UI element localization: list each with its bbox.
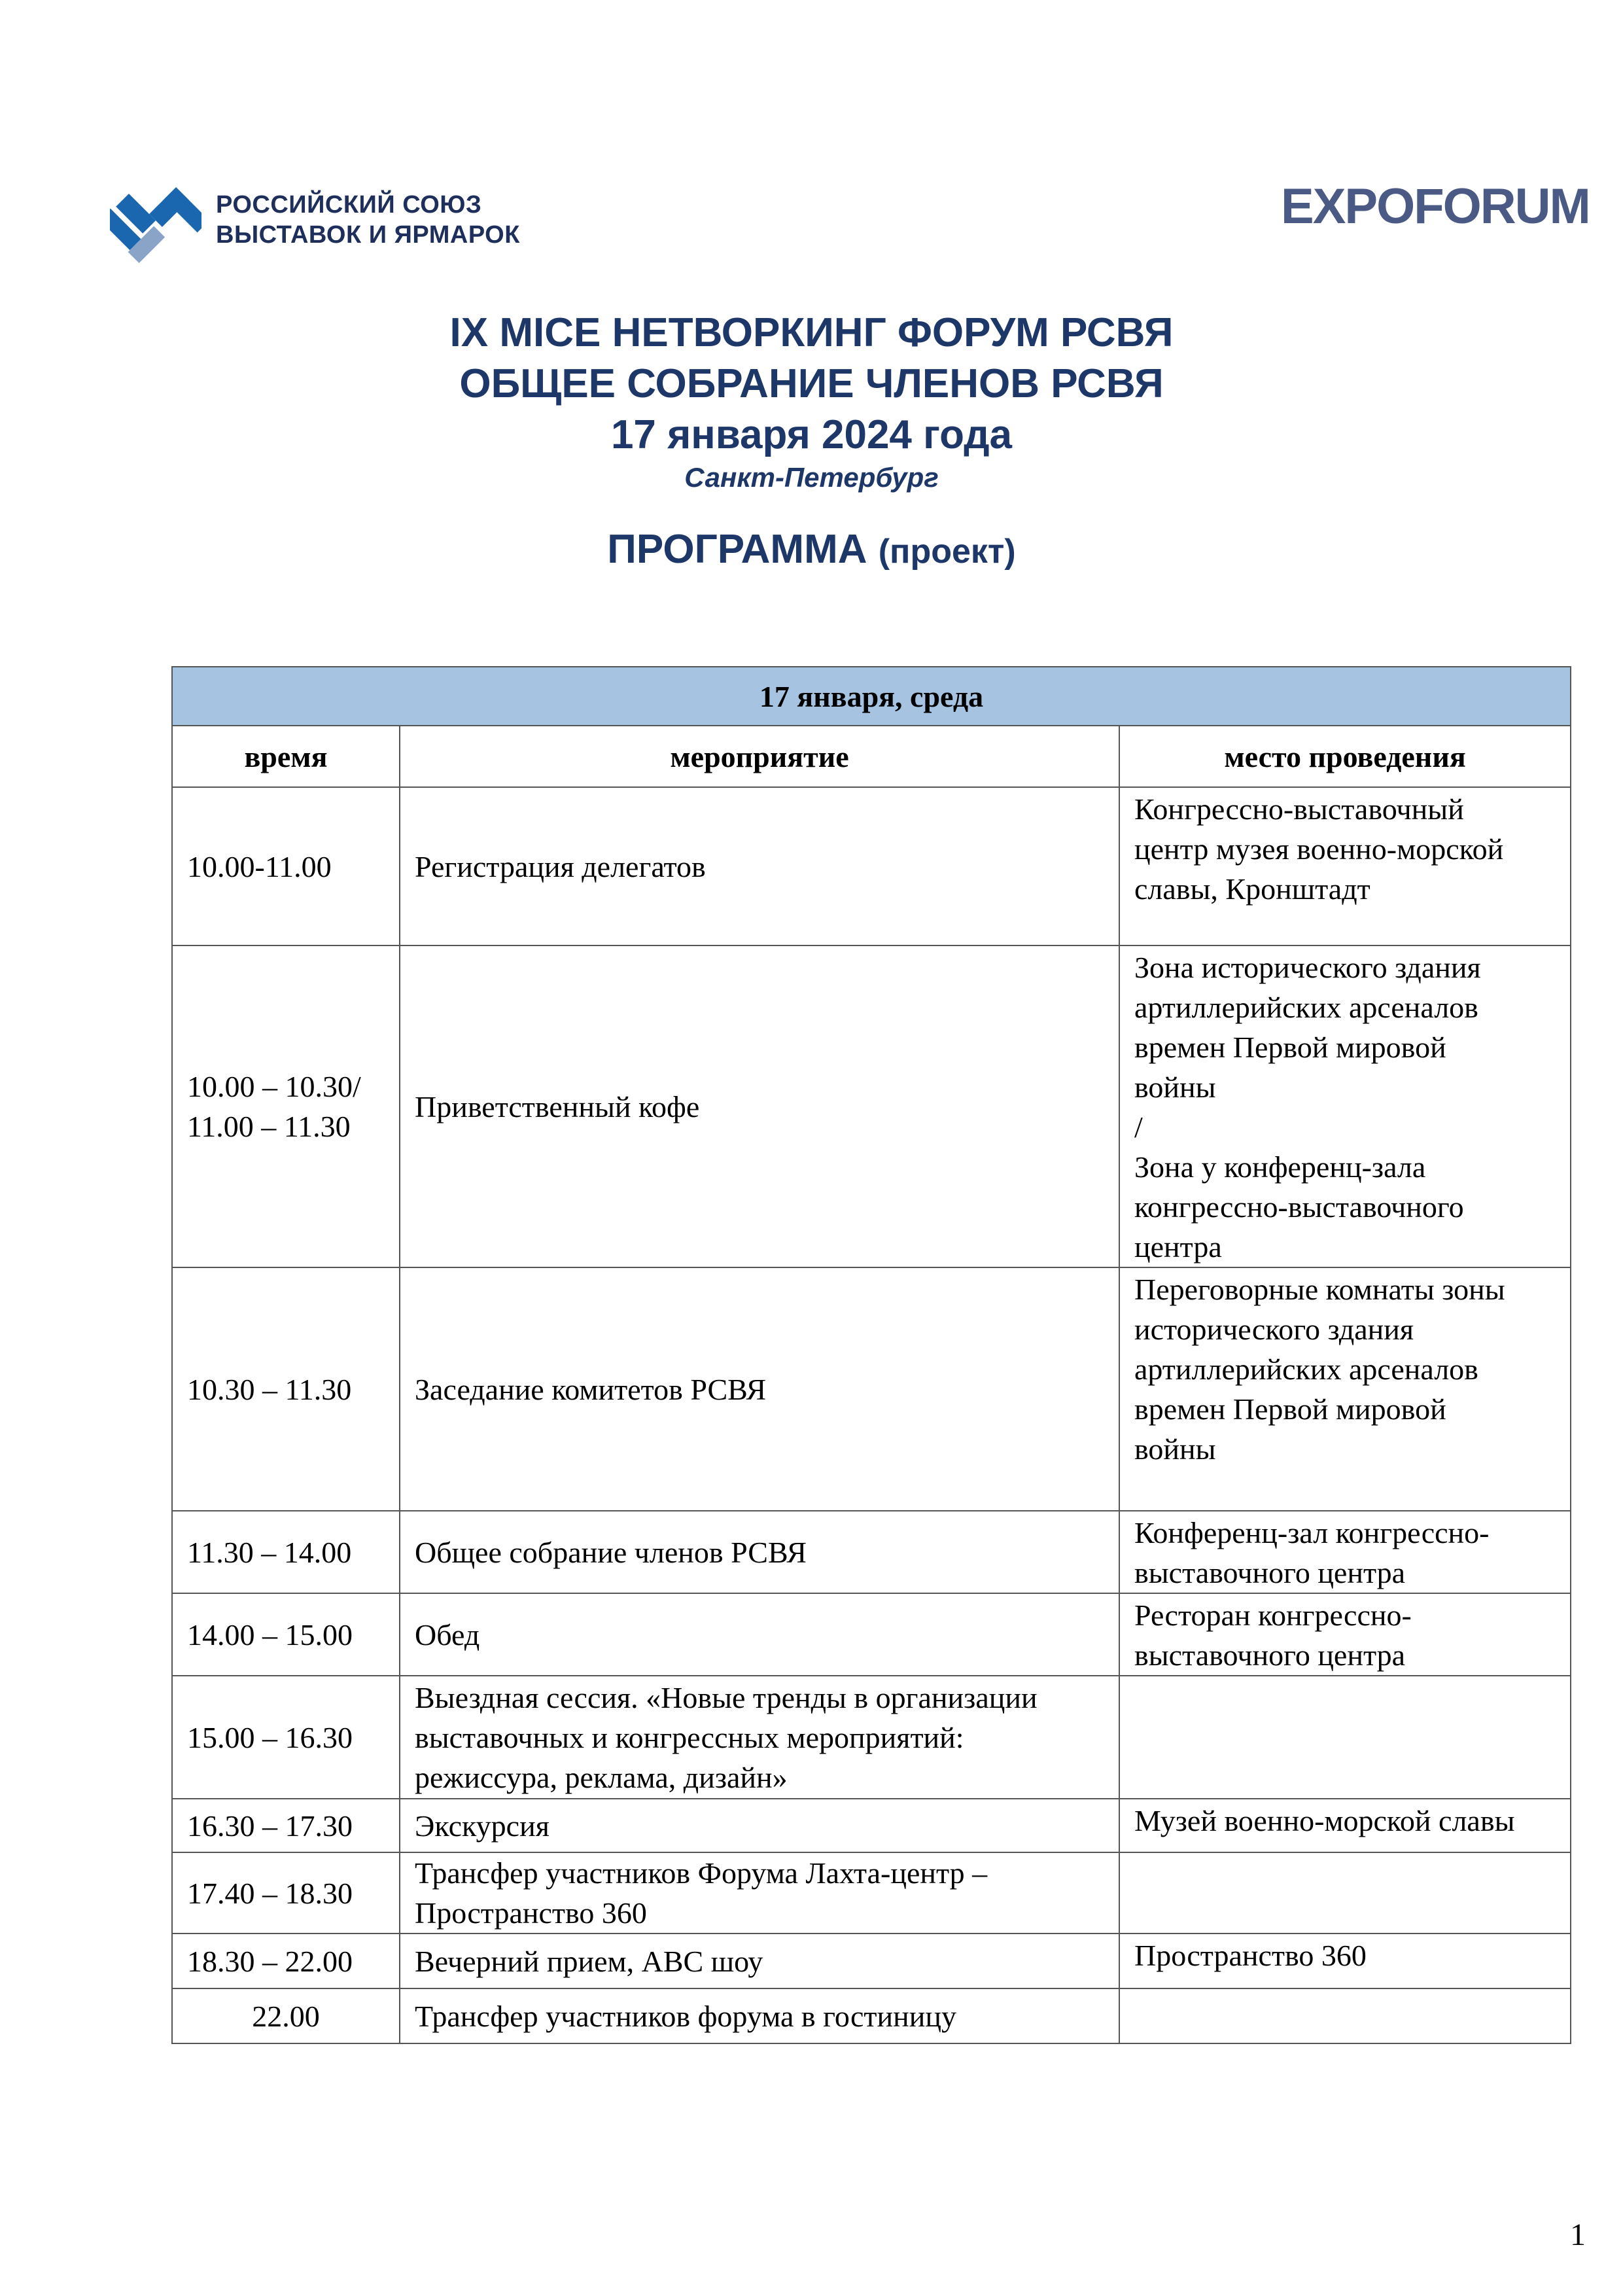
event-cell-line: Вечерний прием, ABC шоу: [415, 1944, 763, 1978]
rsvya-logo-line-2: ВЫСТАВОК И ЯРМАРОК: [216, 221, 520, 249]
title-city: Санкт-Петербург: [684, 462, 939, 493]
event-cell: [400, 1988, 1119, 2043]
event-cell: [400, 1799, 1119, 1852]
time-cell: [172, 1593, 400, 1676]
table-row: [172, 1676, 1571, 1799]
program-table-body: [172, 787, 1571, 2043]
place-cell: [1119, 1267, 1571, 1511]
time-cell: [172, 1799, 400, 1852]
time-cell-line: 10.00-11.00: [187, 849, 332, 883]
program-label: ПРОГРАММА: [607, 527, 867, 572]
column-header-place: место проведения: [1119, 726, 1571, 787]
place-cell-line: Музей военно-морской славы: [1134, 1804, 1515, 1837]
place-cell-line: конгрессно-выставочного: [1134, 1190, 1464, 1224]
time-cell: [172, 1511, 400, 1593]
place-cell: [1119, 1799, 1571, 1852]
table-row: [172, 1988, 1571, 2043]
time-cell: [172, 945, 400, 1267]
event-cell-line: Выездная сессия. «Новые тренды в организации: [415, 1680, 1038, 1714]
event-cell: [400, 945, 1119, 1267]
place-cell-line: времен Первой мировой: [1134, 1031, 1446, 1064]
event-cell-line: режиссура, реклама, дизайн»: [415, 1760, 788, 1794]
place-cell-line: Переговорные комнаты зоны: [1134, 1273, 1505, 1306]
event-cell-line: Регистрация делегатов: [415, 849, 706, 883]
place-cell-line: войны: [1134, 1432, 1216, 1466]
place-cell-line: артиллерийских арсеналов: [1134, 1352, 1478, 1386]
table-row: [172, 1934, 1571, 1988]
table-row: [172, 1511, 1571, 1593]
title-line-2: ОБЩЕЕ СОБРАНИЕ ЧЛЕНОВ РСВЯ: [459, 361, 1164, 406]
program-heading: [0, 523, 1623, 578]
table-row: [172, 1799, 1571, 1852]
place-cell-line: Конгрессно-выставочный: [1134, 792, 1464, 826]
place-cell-line: исторического здания: [1134, 1313, 1414, 1346]
event-cell: [400, 1852, 1119, 1934]
column-header-time: время: [172, 726, 400, 787]
rsvya-logo: [110, 171, 529, 270]
place-cell: [1119, 787, 1571, 945]
place-cell: [1119, 1988, 1571, 2043]
time-cell: [172, 1934, 400, 1988]
event-cell-line: Трансфер участников форума в гостиницу: [415, 1999, 956, 2033]
event-cell: [400, 1593, 1119, 1676]
time-cell: [172, 787, 400, 945]
event-cell-line: Экскурсия: [415, 1809, 550, 1843]
place-cell-line: артиллерийских арсеналов: [1134, 991, 1478, 1024]
time-cell-line: 18.30 – 22.00: [187, 1944, 353, 1978]
time-cell: [172, 1267, 400, 1511]
event-cell: [400, 1676, 1119, 1799]
place-cell-line: центр музея военно-морской: [1134, 832, 1504, 866]
time-cell-line: 17.40 – 18.30: [187, 1876, 353, 1910]
time-cell-line: 16.30 – 17.30: [187, 1809, 353, 1843]
place-cell-line: выставочного центра: [1134, 1556, 1406, 1589]
program-note: (проект): [878, 533, 1016, 571]
time-cell-line: 22.00: [252, 1999, 320, 2033]
time-cell-line: 10.30 – 11.30: [187, 1372, 352, 1406]
day-header: 17 января, среда: [172, 667, 1571, 726]
time-cell-line: 11.00 – 11.30: [187, 1110, 351, 1143]
place-cell-line: Зона у конференц-зала: [1134, 1150, 1426, 1184]
time-cell-line: 10.00 – 10.30/: [187, 1070, 361, 1103]
place-cell: [1119, 1676, 1571, 1799]
table-row: [172, 787, 1571, 945]
event-cell: [400, 1267, 1119, 1511]
place-cell: [1119, 945, 1571, 1267]
event-cell: [400, 1511, 1119, 1593]
place-cell: [1119, 1511, 1571, 1593]
time-cell: [172, 1852, 400, 1934]
table-row: [172, 1593, 1571, 1676]
place-cell: [1119, 1852, 1571, 1934]
table-row: [172, 1852, 1571, 1934]
event-cell-line: Трансфер участников Форума Лахта-центр –: [415, 1856, 988, 1890]
place-cell-line: войны: [1134, 1070, 1216, 1104]
table-row: [172, 1267, 1571, 1511]
time-cell: [172, 1988, 400, 2043]
place-cell-line: славы, Кронштадт: [1134, 872, 1370, 906]
event-cell-line: Приветственный кофе: [415, 1089, 700, 1123]
event-cell: [400, 1934, 1119, 1988]
title-line-1: IX MICE НЕТВОРКИНГ ФОРУМ РСВЯ: [449, 310, 1174, 355]
page-number: 1: [1570, 2217, 1586, 2252]
event-cell: [400, 787, 1119, 945]
event-cell-line: Обед: [415, 1617, 480, 1651]
event-cell-line: Заседание комитетов РСВЯ: [415, 1372, 767, 1406]
rsvya-logo-mark-icon: [110, 171, 201, 270]
event-cell-line: Пространство 360: [415, 1896, 647, 1930]
place-cell-line: Зона исторического здания: [1134, 951, 1481, 984]
title-block: [0, 308, 1623, 578]
time-cell-line: 14.00 – 15.00: [187, 1617, 353, 1651]
place-cell-line: времен Первой мировой: [1134, 1392, 1446, 1426]
title-date: 17 января 2024 года: [610, 412, 1013, 457]
event-cell-line: Общее собрание членов РСВЯ: [415, 1535, 807, 1569]
place-cell: [1119, 1593, 1571, 1676]
time-cell-line: 15.00 – 16.30: [187, 1720, 353, 1754]
column-header-event: мероприятие: [400, 726, 1119, 787]
place-cell-line: Конференц-зал конгрессно-: [1134, 1516, 1490, 1549]
expoforum-logo: EXPOFORUM: [1281, 179, 1590, 234]
place-cell-line: Ресторан конгрессно-: [1134, 1598, 1412, 1632]
place-cell: [1119, 1934, 1571, 1988]
time-cell-line: 11.30 – 14.00: [187, 1535, 352, 1569]
event-cell-line: выставочных и конгрессных мероприятий:: [415, 1720, 964, 1754]
table-row: [172, 945, 1571, 1267]
place-cell-line: центра: [1134, 1230, 1222, 1263]
place-cell-line: выставочного центра: [1134, 1638, 1406, 1672]
rsvya-logo-line-1: РОССИЙСКИЙ СОЮЗ: [216, 191, 482, 219]
program-table: [171, 666, 1571, 2044]
time-cell: [172, 1676, 400, 1799]
place-cell-line: Пространство 360: [1134, 1939, 1367, 1972]
place-cell-line: /: [1134, 1110, 1143, 1144]
